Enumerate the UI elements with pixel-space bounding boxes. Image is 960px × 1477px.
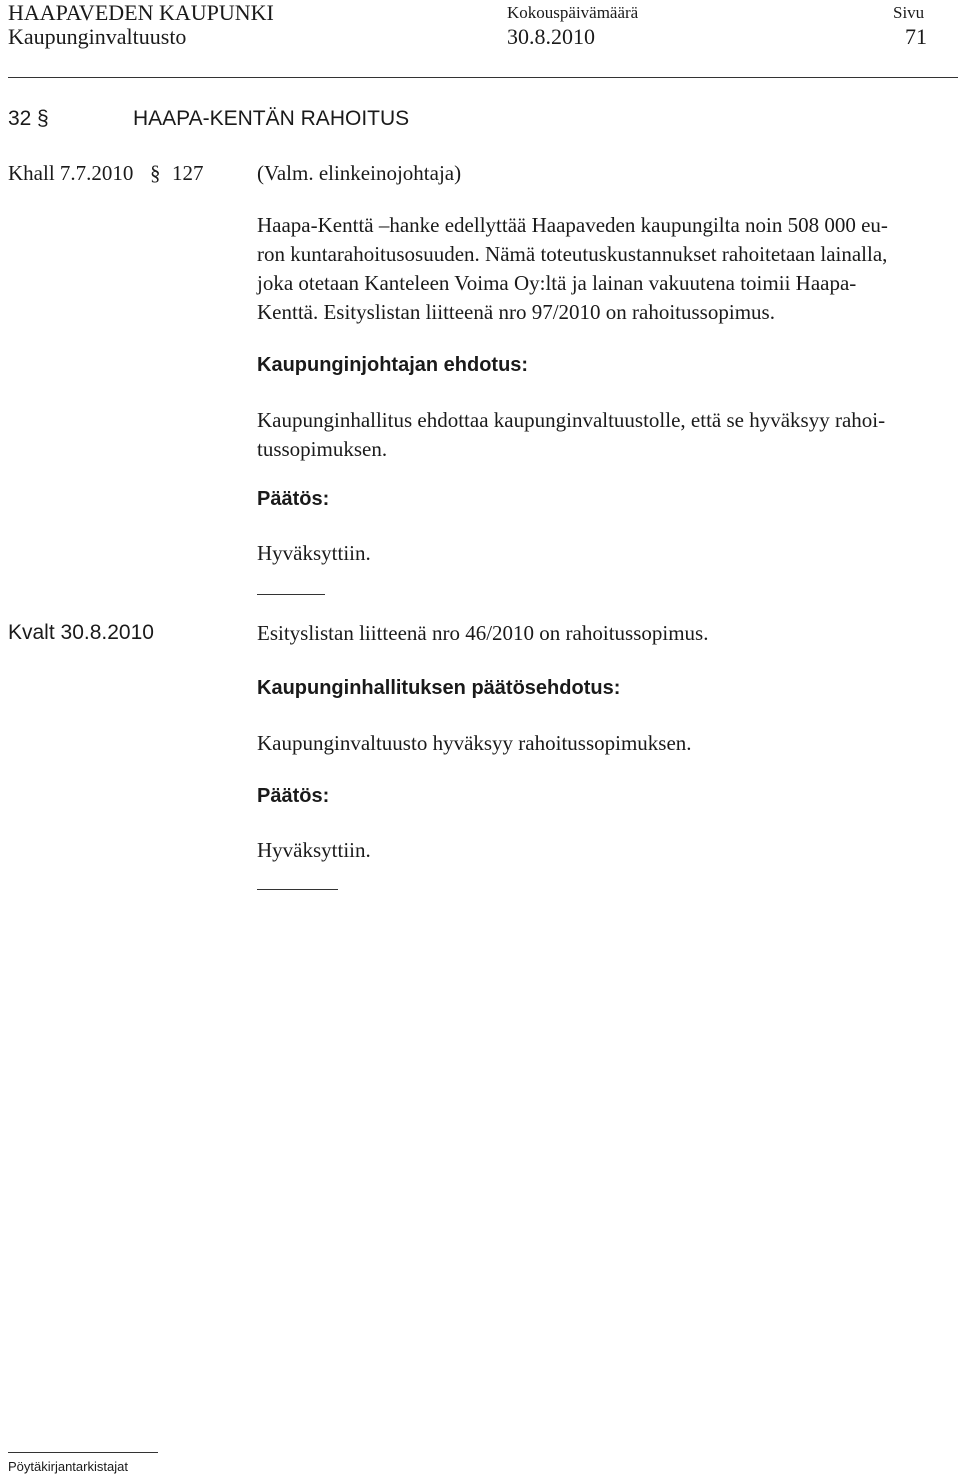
- board-proposal-heading: Kaupunginhallituksen päätösehdotus:: [257, 677, 621, 699]
- footer-label: Pöytäkirjantarkistajat: [8, 1459, 128, 1474]
- khall-body: [257, 211, 957, 327]
- section-title: HAAPA-KENTÄN RAHOITUS: [133, 107, 410, 130]
- meeting-date: 30.8.2010: [507, 24, 595, 49]
- kvalt-decision-heading: Päätös:: [257, 785, 330, 807]
- page-label: Sivu: [893, 3, 925, 22]
- khall-decision-heading: Päätös:: [257, 488, 330, 510]
- body-line: Kenttä. Esityslistan liitteenä nro 97/2010 on rahoitussopimus.: [257, 300, 775, 324]
- khall-decision: Hyväksyttiin.: [257, 541, 371, 565]
- khall-label: Khall 7.7.2010: [8, 161, 134, 185]
- municipality-name: HAAPAVEDEN KAUPUNKI: [8, 0, 274, 25]
- body-line: Haapa-Kenttä –hanke edellyttää Haapaveden kaupungilta noin 508 000 eu-: [257, 213, 888, 237]
- body-line: ron kuntarahoitusosuuden. Nämä toteutuskustannukset rahoitetaan lainalla,: [257, 242, 888, 266]
- kvalt-end-rule: [257, 889, 338, 890]
- kvalt-decision: Hyväksyttiin.: [257, 838, 371, 862]
- footer-signature-line: [8, 1452, 158, 1453]
- organ-name: Kaupunginvaltuusto: [8, 24, 187, 49]
- page-number: 71: [905, 24, 927, 49]
- proposal-line: tussopimuksen.: [257, 437, 388, 461]
- kvalt-label: Kvalt 30.8.2010: [8, 621, 154, 644]
- header-divider: [8, 77, 958, 78]
- preparer: (Valm. elinkeinojohtaja): [257, 161, 462, 185]
- section-number: 32: [8, 107, 32, 130]
- mayor-proposal: [257, 406, 957, 464]
- board-proposal: Kaupunginvaltuusto hyväksyy rahoitussopimuksen.: [257, 731, 692, 755]
- proposal-line: Kaupunginhallitus ehdottaa kaupunginvaltuustolle, että se hyväksyy rahoi-: [257, 408, 886, 432]
- body-line: joka otetaan Kanteleen Voima Oy:ltä ja lainan vakuutena toimii Haapa-: [257, 271, 857, 295]
- meeting-date-label: Kokouspäivämäärä: [507, 3, 639, 22]
- khall-number: 127: [172, 161, 204, 185]
- khall-end-rule: [257, 594, 325, 595]
- kvalt-attachment: Esityslistan liitteenä nro 46/2010 on rahoitussopimus.: [257, 621, 709, 645]
- khall-sign: §: [150, 161, 161, 185]
- mayor-proposal-heading: Kaupunginjohtajan ehdotus:: [257, 354, 529, 376]
- section-sign: §: [37, 107, 49, 130]
